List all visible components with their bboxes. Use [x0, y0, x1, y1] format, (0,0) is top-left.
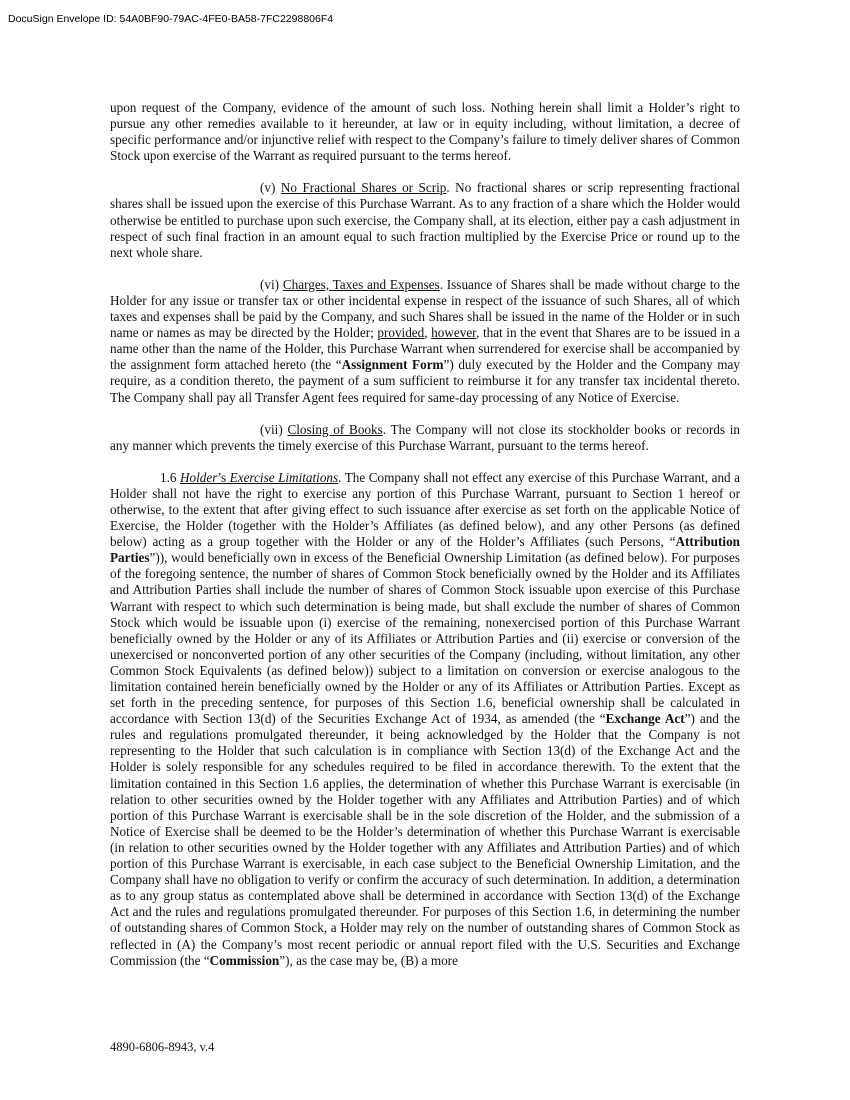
defined-term: Exchange Act	[605, 711, 685, 727]
clause-heading: Charges, Taxes and Expenses	[282, 276, 440, 292]
section-heading-possessive: ’s	[217, 469, 227, 485]
provided-term: provided	[377, 325, 425, 341]
section-heading-limitations: Exercise Limitations	[226, 469, 339, 485]
defined-term: Assignment Form	[341, 357, 444, 373]
document-body	[110, 100, 740, 985]
paragraph-exercise-limitations: 1.6 Holder’s Exercise Limitations. The Company shall not effect any exercise of this Purchase Warrant, and a Holder shall not have the right to exercise any portion of this Purchase Warrant, pursuant to Section 1 hereof or otherwise, to the extent that after giving effect to such issuance after exercise as set forth on the applicable Notice of Exercise, the Holder (together with the Holder’s Affiliates (as defined below), and any other Persons (as defined below) acting as a group together with the Holder or any of the Holder’s Affiliates (such Persons, “Attribution Parties”)), would beneficially own in excess of the Beneficial Ownership Limitation (as defined below). For purposes of the foregoing sentence, the number of shares of Common Stock beneficially owned by the Holder and its Affiliates and Attribution Parties shall include the number of shares of Common Stock issuable upon exercise of this Purchase Warrant with respect to which such determination is being made, but shall exclude the number of shares of Common Stock which would be issuable upon (i) exercise of the remaining, nonexercised portion of this Purchase Warrant beneficially owned by the Holder or any of its Affiliates or Attribution Parties and (ii) exercise or conversion of the unexercised or nonconverted portion of any other securities of the Company (including, without limitation, any other Common Stock Equivalents (as defined below)) subject to a limitation on conversion or exercise analogous to the limitation contained herein beneficially owned by the Holder or any of its Affiliates or Attribution Parties. Except as set forth in the preceding sentence, for purposes of this Section 1.6, beneficial ownership shall be calculated in accordance with Section 13(d) of the Securities Exchange Act of 1934, as amended (the “Exchange Act”) and the rules and regulations promulgated thereunder, it being acknowledged by the Holder that the Company is not representing to the Holder that such calculation is in compliance with Section 13(d) of the Exchange Act and the Holder is solely responsible for any schedules required to be filed in accordance therewith. To the extent that the limitation contained in this Section 1.6 applies, the determination of whether this Purchase Warrant is exercisable (in relation to other securities owned by the Holder together with any Affiliates and Attribution Parties) and of which portion of this Purchase Warrant is exercisable shall be in the sole discretion of the Holder, and the submission of a Notice of Exercise shall be deemed to be the Holder’s determination of whether this Purchase Warrant is exercisable (in relation to other securities owned by the Holder together with any Affiliates and Attribution Parties) and of which portion of this Purchase Warrant is exercisable, in each case subject to the Beneficial Ownership Limitation, and the Company shall have no obligation to verify or confirm the accuracy of such determination. In addition, a determination as to any group status as contemplated above shall be determined in accordance with Section 13(d) of the Exchange Act and the rules and regulations promulgated thereunder. For purposes of this Section 1.6, in determining the number of outstanding shares of Common Stock, a Holder may rely on the number of outstanding shares of Common Stock as reflected in (A) the Company’s most recent periodic or annual report filed with the U.S. Securities and Exchange Commission (the “Commission”), as the case may be, (B) a more	[110, 469, 740, 968]
docusign-envelope-id: DocuSign Envelope ID: 54A0BF90-79AC-4FE0-BA58-7FC2298806F4	[8, 13, 334, 25]
clause-number: (vii)	[260, 421, 288, 437]
paragraph-charges-taxes: (vi) Charges, Taxes and Expenses. Issuance of Shares shall be made without charge to the Holder for any issue or transfer tax or other incidental expense in respect of the issuance of such Shares, all of which taxes and expenses shall be paid by the Company, and such Shares shall be issued in the name of the Holder or in such name or names as may be directed by the Holder; provided, however, that in the event that Shares are to be issued in a name other than the name of the Holder, this Purchase Warrant when surrendered for exercise shall be accompanied by the assignment form attached hereto (the “Assignment Form”) duly executed by the Holder and the Company may require, as a condition thereto, the payment of a sum sufficient to reimburse it for any transfer tax incidental thereto. The Company shall pay all Transfer Agent fees required for same-day processing of any Notice of Exercise.	[110, 276, 741, 405]
clause-heading: Closing of Books	[287, 421, 383, 437]
paragraph-fractional-shares: (v) No Fractional Shares or Scrip. No fractional shares or scrip representing fractional shares shall be issued upon the exercise of this Purchase Warrant. As to any fraction of a share which the Holder would otherwise be entitled to purchase upon such exercise, the Company shall, at its election, either pay a cash adjustment in respect of such final fraction in an amount equal to such fraction multiplied by the Exercise Price or round up to the next whole share.	[110, 180, 741, 260]
clause-number: (v)	[260, 180, 281, 196]
defined-term: Attribution Parties	[110, 534, 740, 566]
section-heading-holder: Holder	[179, 469, 218, 485]
document-footer-id: 4890-6806-8943, v.4	[110, 1040, 215, 1054]
clause-number: (vi)	[260, 276, 283, 292]
defined-term: Commission	[209, 952, 280, 968]
paragraph-closing-books: (vii) Closing of Books. The Company will not close its stockholder books or records in any manner which prevents the timely exercise of this Purchase Warrant, pursuant to the terms hereof.	[110, 421, 740, 453]
section-number: 1.6	[160, 469, 180, 485]
however-term: however	[431, 325, 477, 341]
clause-heading: No Fractional Shares or Scrip	[280, 180, 447, 196]
paragraph-loss-evidence: upon request of the Company, evidence of the amount of such loss. Nothing herein shall limit a Holder’s right to pursue any other remedies available to it hereunder, at law or in equity including, without limitation, a decree of specific performance and/or injunctive relief with respect to the Company’s failure to timely deliver shares of Common Stock upon exercise of the Warrant as required pursuant to the terms hereof.	[110, 100, 740, 164]
